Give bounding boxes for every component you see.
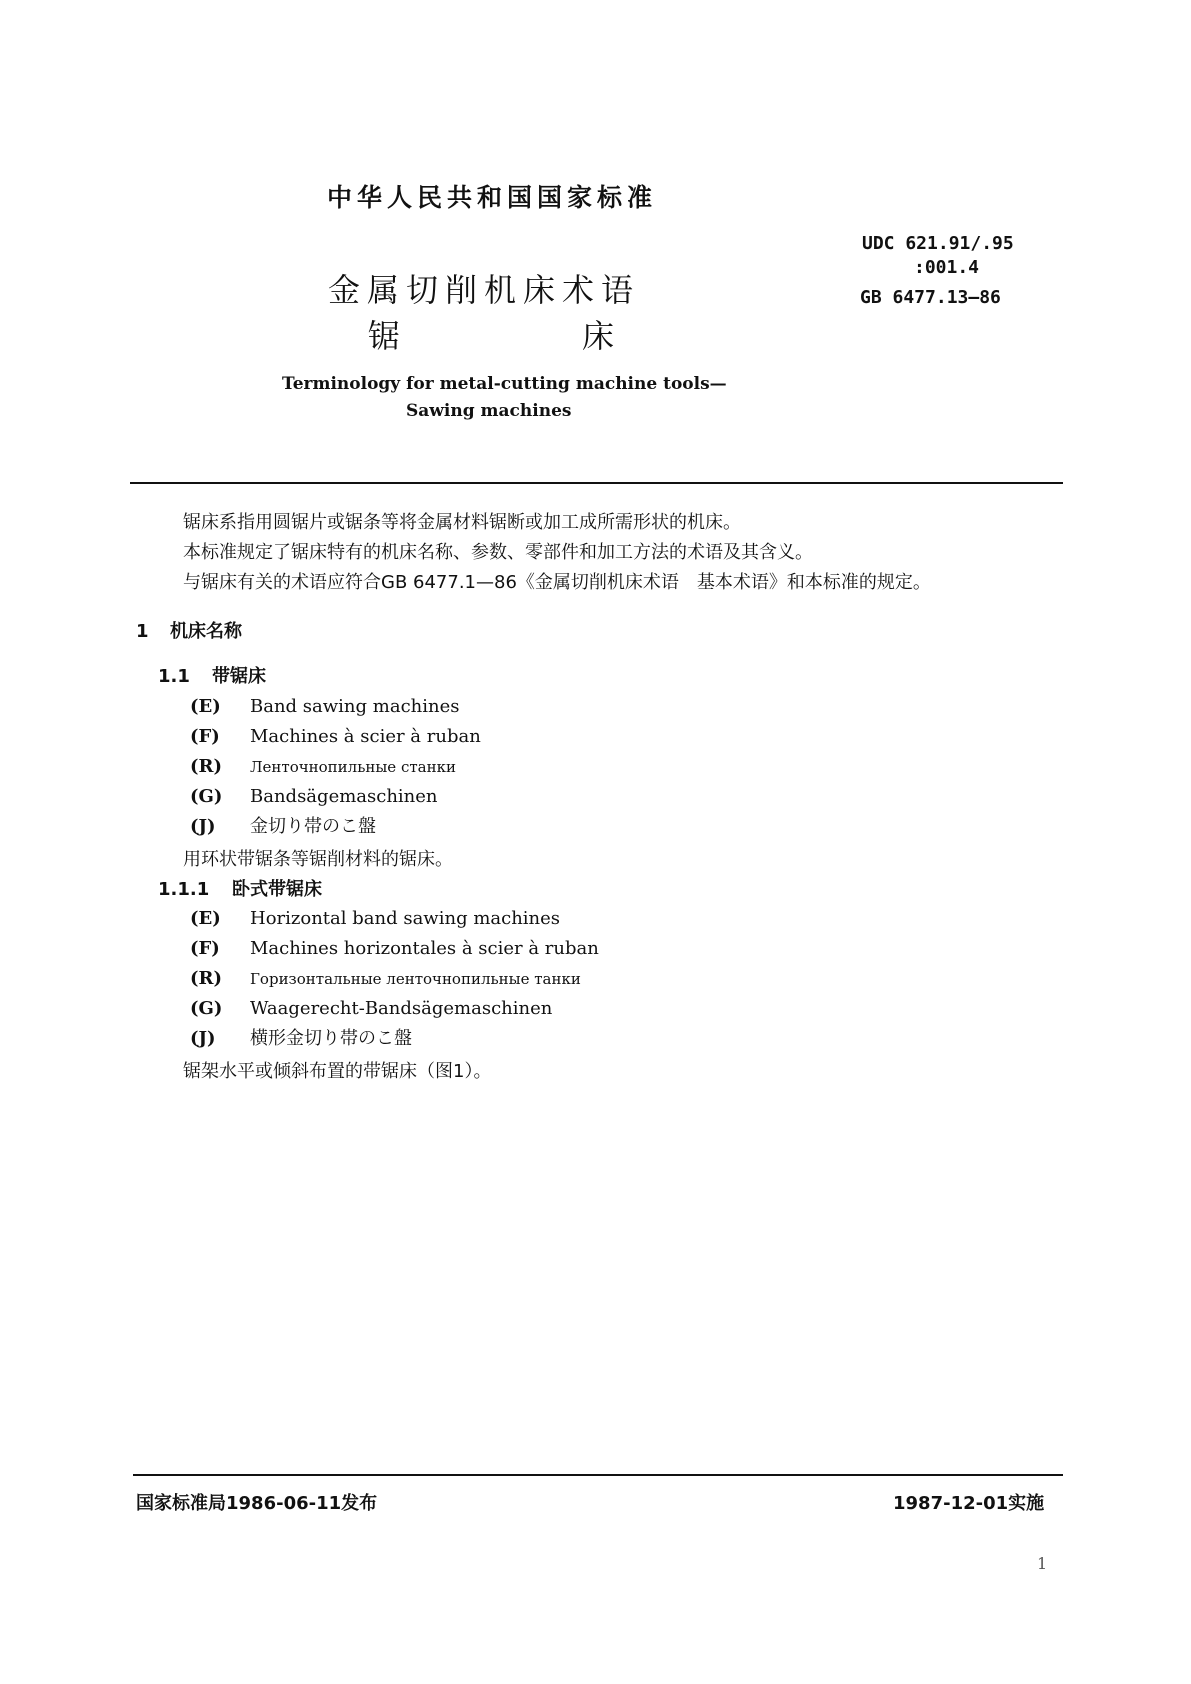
national-standard-heading: 中华人民共和国国家标准 — [327, 183, 658, 212]
term-row — [190, 782, 481, 812]
section-1-1-title: 带锯床 — [212, 666, 266, 687]
lang-code: (G) — [190, 786, 223, 807]
footer-divider — [133, 1474, 1063, 1476]
title-en-line-1: Terminology for metal-cutting machine tools— — [282, 374, 727, 394]
term-text: 横形金切り帯のこ盤 — [250, 1028, 412, 1049]
term-row — [190, 964, 599, 994]
term-row — [190, 994, 599, 1024]
lang-code: (G) — [190, 998, 223, 1019]
section-1-1-definition: 用环状带锯条等锯削材料的锯床。 — [183, 849, 453, 870]
section-1-1-1-terms — [190, 904, 599, 1054]
term-text: Band sawing machines — [250, 696, 460, 717]
section-1-1-number: 1.1 — [158, 666, 190, 687]
section-1-1-terms — [190, 692, 481, 842]
title-cn-line-2b: 床 — [582, 317, 615, 355]
term-text: Waagerecht-Bandsägemaschinen — [250, 998, 553, 1019]
intro-line-3: 与锯床有关的术语应符合GB 6477.1—86《金属切削机床术语 基本术语》和本标准的规定。 — [183, 572, 931, 593]
intro-line-2: 本标准规定了锯床特有的机床名称、参数、零部件和加工方法的术语及其含义。 — [183, 542, 813, 563]
lang-code: (F) — [190, 938, 220, 959]
term-text: Bandsägemaschinen — [250, 786, 438, 807]
lang-code: (J) — [190, 1028, 216, 1049]
term-row — [190, 812, 481, 842]
section-1-1-1-title: 卧式带锯床 — [232, 879, 322, 900]
header-divider — [130, 482, 1063, 484]
title-en-line-2: Sawing machines — [406, 401, 572, 421]
gb-number: GB 6477.13—86 — [860, 287, 1001, 308]
term-text: Ленточнопильные станки — [250, 758, 456, 776]
term-row — [190, 722, 481, 752]
udc-block — [862, 232, 1014, 310]
lang-code: (R) — [190, 968, 222, 989]
udc-line-1: UDC 621.91/.95 — [862, 233, 1014, 254]
section-1-heading — [136, 617, 242, 643]
intro-line-1: 锯床系指用圆锯片或锯条等将金属材料锯断或加工成所需形状的机床。 — [183, 512, 741, 533]
lang-code: (R) — [190, 756, 222, 777]
issue-date: 国家标准局1986-06-11发布 — [136, 1493, 378, 1514]
lang-code: (J) — [190, 816, 216, 837]
term-row — [190, 752, 481, 782]
section-1-1-1-heading — [158, 875, 322, 901]
lang-code: (E) — [190, 696, 221, 717]
lang-code: (E) — [190, 908, 221, 929]
term-row — [190, 1024, 599, 1054]
title-cn-line-2a: 锯 — [368, 317, 401, 355]
section-1-number: 1 — [136, 621, 149, 642]
term-row — [190, 692, 481, 722]
term-text: Machines horizontales à scier à ruban — [250, 938, 599, 959]
intro-paragraphs — [183, 508, 931, 598]
effective-date: 1987-12-01实施 — [893, 1493, 1045, 1514]
section-1-title: 机床名称 — [170, 621, 242, 642]
term-text: 金切り帯のこ盤 — [250, 816, 376, 837]
lang-code: (F) — [190, 726, 220, 747]
page-number: 1 — [1037, 1554, 1048, 1573]
section-1-1-1-number: 1.1.1 — [158, 879, 210, 900]
term-text: Machines à scier à ruban — [250, 726, 481, 747]
term-row — [190, 904, 599, 934]
section-1-1-heading — [158, 662, 266, 688]
title-cn-line-1: 金属切削机床术语 — [328, 271, 641, 309]
term-text: Горизонтальные ленточнопильные танки — [250, 970, 581, 988]
udc-line-2: :001.4 — [914, 257, 980, 278]
term-text: Horizontal band sawing machines — [250, 908, 561, 929]
term-row — [190, 934, 599, 964]
section-1-1-1-definition: 锯架水平或倾斜布置的带锯床（图1）。 — [183, 1061, 492, 1082]
